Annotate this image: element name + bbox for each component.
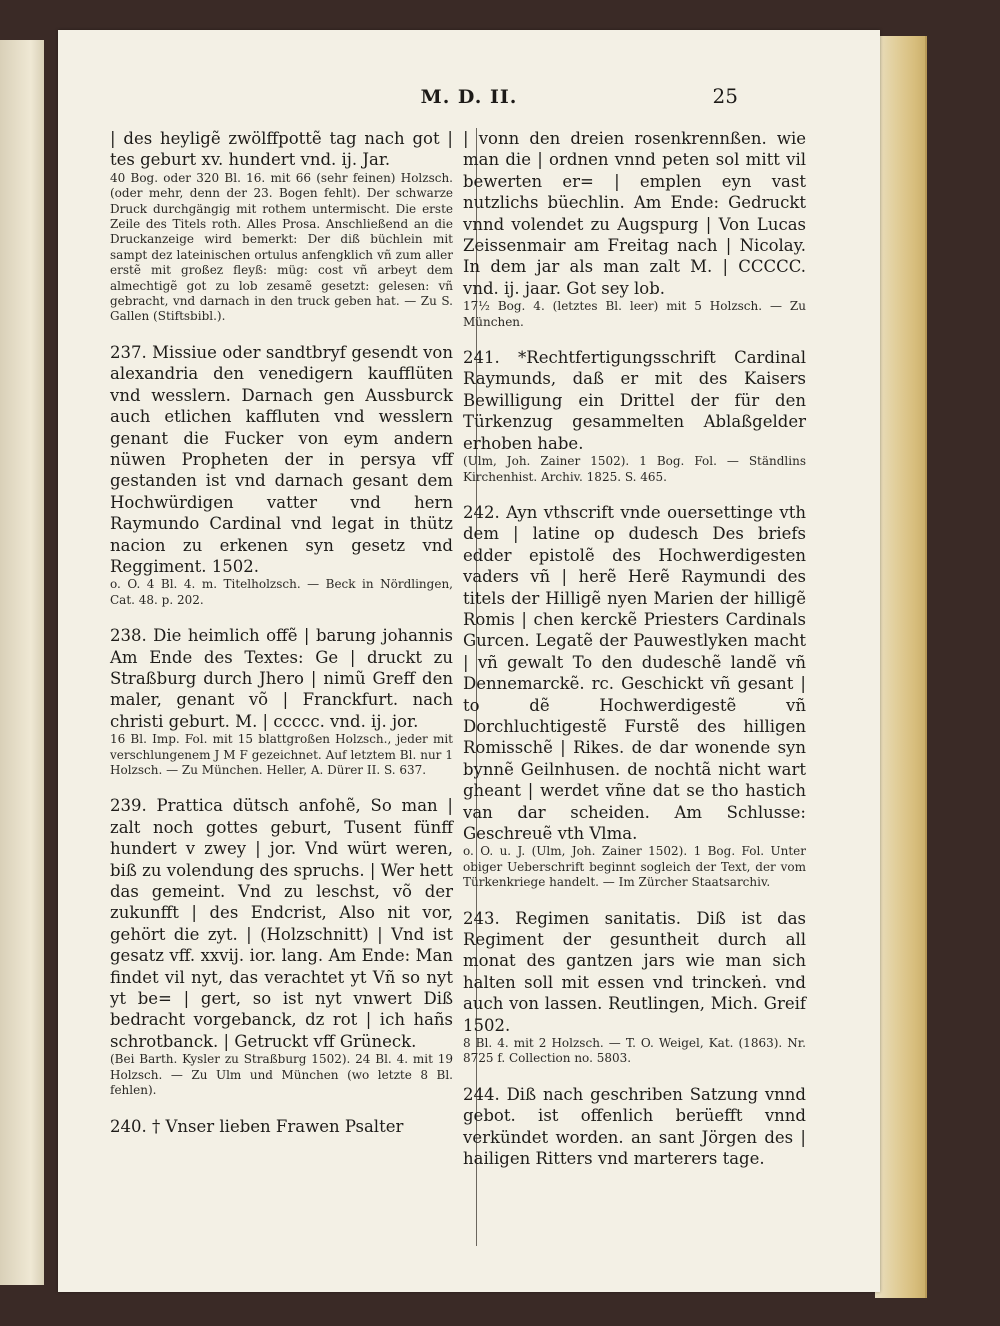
entry-note: o. O. u. J. (Ulm, Joh. Zainer 1502). 1 Bog. Fol. Unter obiger Ueberschrift beginnt sogleich der Text, der vom Türkenkriege handelt. — Im Zürcher Staatsarchiv. [463,844,806,890]
right-column [457,128,806,1248]
entry-237 [110,342,453,608]
entry-239 [110,795,453,1098]
entry-note: (Ulm, Joh. Zainer 1502). 1 Bog. Fol. — Ständlins Kirchenhist. Archiv. 1825. S. 465. [463,454,806,484]
entry-note: 17½ Bog. 4. (letztes Bl. leer) mit 5 Holzsch. — Zu München. [463,299,806,329]
entry-242 [463,502,806,891]
entry-text: | vonn den dreien rosenkrennßen. wie man die | ordnen vnnd peten sol mitt vil bewerten er= | emplen eyn vast nutzlichs büechlin. Am Ende: Gedruckt vnnd volendet zu Augspurg | Von Lucas Zeissenmair am Freitag nach | Nicolay. In dem jar als man zalt M. | CCCCC. vnd. ij. jaar. Got sey lob. [463,129,806,298]
entry-240-continued [463,128,806,330]
entry-236-continued [110,128,453,325]
entry-note: (Bei Barth. Kysler zu Straßburg 1502). 24 Bl. 4. mit 19 Holzsch. — Zu Ulm und München (wo letzte 8 Bl. fehlen). [110,1052,453,1098]
entry-text: | des heyligẽ zwölffpottẽ tag nach got | tes geburt xv. hundert vnd. ij. Jar. [110,129,453,170]
book-page [58,30,880,1292]
entry-note: o. O. 4 Bl. 4. m. Titelholzsch. — Beck in Nördlingen, Cat. 48. p. 202. [110,577,453,607]
entry-note: 8 Bl. 4. mit 2 Holzsch. — T. O. Weigel, Kat. (1863). Nr. 8725 f. Collection no. 5803. [463,1036,806,1066]
entry-text: 244. Diß nach geschriben Satzung vnnd gebot. ist offenlich berüefft vnnd verkündet worden. an sant Jörgen des | hailigen Ritters vnd marterers tage. [463,1084,806,1169]
entry-240 [110,1116,453,1137]
entry-243 [463,908,806,1067]
page-number: 25 [712,84,738,108]
entry-text: 241. *Rechtfertigungsschrift Cardinal Raymunds, daß er mit des Kaisers Bewilligung ein Drittel der für den Türkenzug gesammelten Ablaßgelder erhoben habe. [463,348,806,453]
page-header [58,82,880,112]
running-head: M. D. II. [420,86,518,108]
entry-note: 16 Bl. Imp. Fol. mit 15 blattgroßen Holzsch., jeder mit verschlungenem J M F gezeichnet. Auf letztem Bl. nur 1 Holzsch. — Zu München. Heller, A. Dürer II. S. 637. [110,732,453,777]
entry-text: 239. Prattica dütsch anfohẽ, So man | zalt noch gottes geburt, Tusent fünff hundert v zwey | jor. Vnd würt weren, biß zu volendung des spruchs. | Wer hett das gemeint. Vnd zu leschst, võ der zukunfft | des Endcrist, Also nit vor, gehört die zyt. | (Holzschnitt) | Vnd ist gesatz vff. xxvij. ior. lang. Am Ende: Man findet vil nyt, das verachtet yt Vñ so nyt yt be= | gert, so ist nyt vnwert Diß bedracht vorgebanck, dz rot | ich hañs schrotbanck. | Getruckt vff Grüneck. [110,796,453,1051]
entry-note: 40 Bog. oder 320 Bl. 16. mit 66 (sehr feinen) Holzsch. (oder mehr, denn der 23. Bogen fehlt). Der schwarze Druck durchgängig mit rothem untermischt. Die erste Zeile des Titels roth. Alles Prosa. Anschließend an die Druckanzeige wird bemerkt: Der diß büchlein mit sampt dez lateinischen ortulus anfengklich vñ zum aller erstẽ mit großez fleyß: müg: cost vñ arbeyt dem almechtigẽ got zu lob zesamẽ gesetzt: gelesen: vñ gebracht, vnd darnach in den truck geben hat. — Zu S. Gallen (Stiftsbibl.). [110,170,453,324]
entry-text: 240. † Vnser lieben Frawen Psalter [110,1116,404,1136]
entry-238 [110,625,453,778]
entry-text: 242. Ayn vthscrift vnde ouersettinge vth dem | latine op dudesch Des briefs edder epistolẽ des Hochwerdigesten vaders vñ | herẽ Herẽ Raymundi des titels der Hilligẽ nyen Marien der hilligẽ Romis | chen kerckẽ Priesters Cardinals Gurcen. Legatẽ der Pauwestlyken macht | vñ gewalt To den dudeschẽ landẽ vñ Dennemarckẽ. rc. Geschickt vñ gesant | to dẽ Hochwerdigestẽ vñ Dorchluchtigestẽ Furstẽ des hilligen Romisschẽ | Rikes. de dar wonende syn bynnẽ Geilnhusen. de nochtã nicht wart gheant | werdet vñne dat se tho hastich van dar scheiden. Am Schlusse: Geschreuẽ vth Vlma. [463,502,806,843]
text-columns [110,128,806,1248]
left-column [110,128,453,1248]
book-page-edges [875,36,927,1298]
entry-text: 238. Die heimlich offẽ | barung johannis Am Ende des Textes: Ge | druckt zu Straßburg durch Jhero | nimũ Greff den maler, genant võ | Franckfurt. nach christi geburt. M. | ccccc. vnd. ij. jor. [110,626,453,731]
entry-241 [463,347,806,485]
entry-244 [463,1084,806,1170]
entry-text: 243. Regimen sanitatis. Diß ist das Regiment der gesuntheit durch all monat des gantzen jars wie man sich halten soll mit essen vnd trinckeṅ. vnd auch von lassen. Reutlingen, Mich. Greif 1502. [463,908,806,1035]
entry-text: 237. Missiue oder sandtbryf gesendt von alexandria den venedigern kaufflüten vnd wesslern. Darnach gen Aussburck auch etlichen kaffluten vnd wesslern genant die Fucker von eym andern nüwen Propheten der in persya vff gestanden ist vnd darnach gesant dem Hochwürdigen vatter vnd hern Raymundo Cardinal vnd legat in thütz nacion zu erkenen syn gesetz vnd Reggiment. 1502. [110,342,453,576]
previous-page-edge [0,40,44,1285]
